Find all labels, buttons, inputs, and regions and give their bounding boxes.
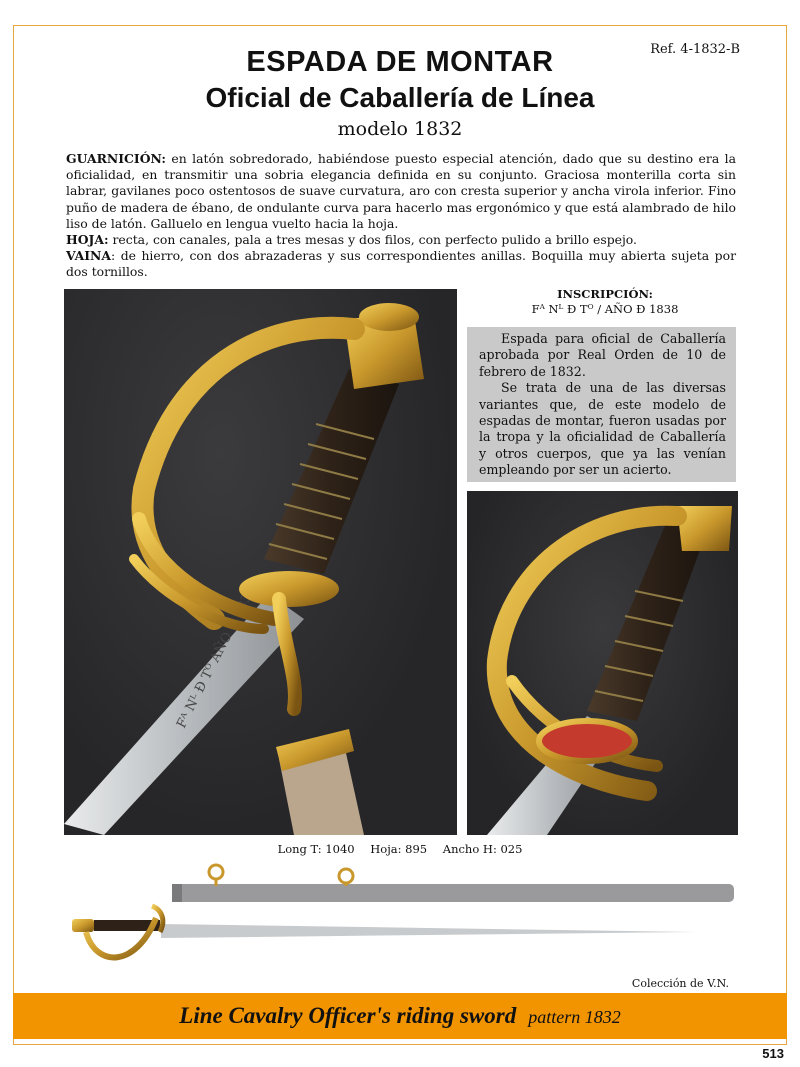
vaina-text: : de hierro, con dos abrazaderas y sus correspondientes anillas. Boquilla muy abierta sujeta por dos tornillos. (66, 248, 736, 280)
dimension-blade: Hoja: 895 (370, 842, 428, 856)
guarnicion-paragraph (66, 151, 736, 232)
scabbard-ring-1 (209, 865, 223, 879)
inscription-label: INSCRIPCIÓN: (557, 287, 653, 301)
hoja-text: recta, con canales, pala a tres mesas y dos filos, con perfecto pulido a brillo espejo. (108, 232, 637, 248)
page-title: ESPADA DE MONTAR (246, 46, 554, 78)
page-number: 513 (762, 1046, 784, 1061)
vaina-label: VAINA (66, 248, 112, 264)
english-title-banner (13, 993, 787, 1039)
dimension-length: Long T: 1040 (277, 842, 355, 856)
english-title: Line Cavalry Officer's riding sword (179, 1003, 517, 1028)
blade-full (161, 924, 696, 938)
hilt-illustration-main (64, 289, 457, 835)
inscription-value: Fᴬ Nᴸ Đ Tᴼ / AÑO Đ 1838 (531, 302, 679, 316)
hilt-photo-detail (467, 491, 738, 835)
description-text (66, 151, 736, 281)
hilt-photo-main (64, 289, 457, 835)
vaina-paragraph (66, 248, 736, 280)
hoja-paragraph (66, 232, 736, 248)
model-year: modelo 1832 (337, 118, 463, 140)
historical-note (467, 327, 736, 482)
scabbard-body (172, 884, 734, 902)
reference-code: Ref. 4-1832-B (650, 42, 740, 57)
english-pattern: pattern 1832 (528, 1007, 621, 1027)
scabbard-ring-2 (339, 869, 353, 883)
guarnicion-label: GUARNICIÓN: (66, 151, 166, 166)
hoja-label: HOJA: (66, 232, 109, 248)
hilt-illustration-detail (467, 491, 738, 835)
blade-inscription-main: Fᴬ Nᴸ Đ Tᴼ AÑO Đ 183 (174, 591, 256, 731)
note-paragraph-2: Se trata de una de las diversas variantes que, de este modelo de espadas de montar, fueron usadas por la tropa y la oficialidad de Caballería y otros cuerpos, que ya las venían empleando por ser un acierto. (479, 380, 726, 478)
dimensions (0, 842, 800, 856)
collection-credit: Colección de V.N. (631, 977, 729, 990)
page-subtitle: Oficial de Caballería de Línea (205, 82, 595, 113)
full-sword-photo (66, 858, 746, 978)
dimension-width: Ancho H: 025 (442, 842, 523, 856)
guarnicion-text: en latón sobredorado, habiéndose puesto especial atención, dado que su destino era la oficialidad, en transmitir una sobria elegancia definida en su conjunto. Graciosa monterilla corta sin labrar, gavilanes poco ostentosos de suave curvatura, aro con cresta superior y ancha virola inferior. Fino puño de madera de ébano, de ondulante curva para hacerlo mas ergonómico y que está alambrado de hilo liso de latón. Galluelo en lengua vuelto hacia la hoja. (66, 151, 736, 231)
note-paragraph-1: Espada para oficial de Caballería aprobada por Real Orden de 10 de febrero de 1832. (479, 331, 726, 379)
full-sword-illustration (66, 858, 746, 978)
